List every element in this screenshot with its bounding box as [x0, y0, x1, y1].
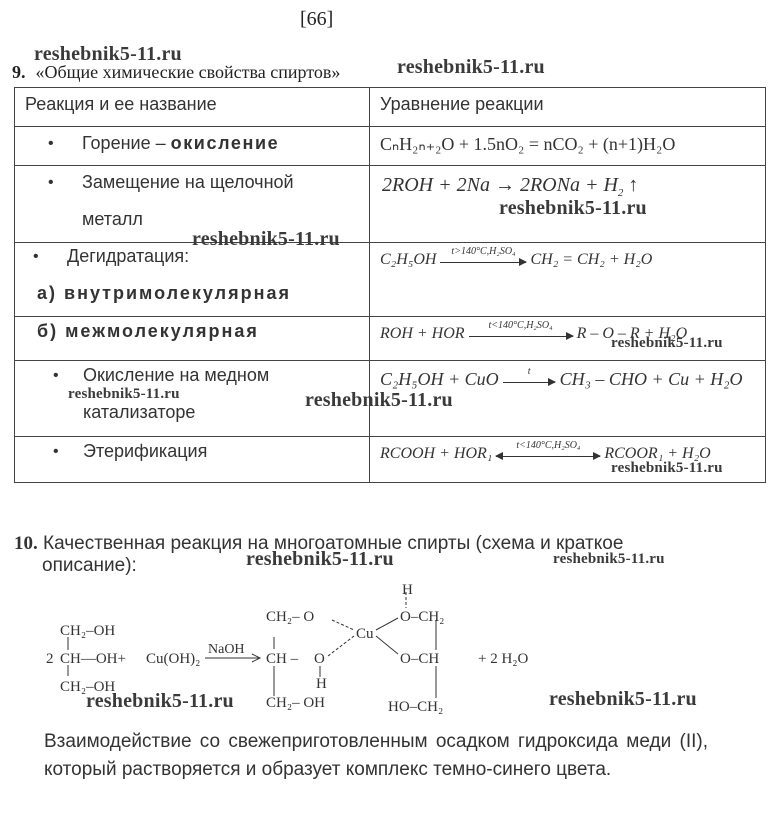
- eq-left: ROH + HOR: [380, 325, 465, 342]
- bullet: •: [53, 367, 59, 384]
- section-10-number: 10.: [14, 533, 38, 554]
- dehydration-sub-a: а) внутримолекулярная: [37, 283, 291, 303]
- table-row-substitution: [15, 166, 766, 243]
- eq-left: C₂H₅OH + CuO: [380, 369, 499, 389]
- dehydration-label: Дегидратация:: [67, 246, 190, 266]
- intermolecular-label: б) межмолекулярная: [37, 321, 259, 341]
- substitution-label-2: металл: [82, 209, 143, 229]
- section-9-number: 9.: [12, 62, 26, 82]
- eq-right: 2RONa + H: [519, 174, 618, 196]
- watermark: reshebnik5-11.ru: [611, 335, 723, 351]
- oxidation-label-2: катализаторе: [83, 402, 196, 422]
- watermark: reshebnik5-11.ru: [68, 386, 180, 402]
- scheme-p-ch2o: CH₂– O: [266, 609, 315, 625]
- section-10-line1: Качественная реакция на многоатомные спирты (схема и краткое: [43, 533, 624, 554]
- reaction-arrow: [469, 319, 573, 337]
- bullet: •: [48, 174, 54, 191]
- arrow-condition: t<140°C,H₂SO₄: [488, 319, 553, 331]
- substitution-equation: [382, 174, 638, 199]
- oxidation-label-1: Окисление на медном: [83, 365, 270, 385]
- scheme-r-och: O–CH: [400, 651, 440, 667]
- eq-up-arrow: ↑: [628, 174, 639, 196]
- reaction-description: Взаимодействие со свежеприготовленным осадком гидроксида меди (II), который растворяется и образует комплекс темно-синего цвета.: [44, 731, 708, 780]
- eq-left: 2ROH + 2Na: [382, 174, 490, 196]
- oxidation-equation: [380, 366, 743, 390]
- combustion-equation: CₙH₂ₙ₊₂O + 1.5nO₂ = nCO₂ + (n+1)H₂O: [380, 134, 676, 154]
- reactions-table: [14, 87, 766, 483]
- scheme-coef: 2: [46, 651, 54, 667]
- scheme-condition: NaOH: [208, 642, 245, 657]
- watermark: reshebnik5-11.ru: [549, 688, 697, 710]
- scheme-p-ch: CH –: [266, 651, 299, 667]
- eq-sub: 2: [617, 187, 624, 199]
- bullet: •: [48, 135, 54, 152]
- eq-right: CH₂ = CH₂ + H₂O: [530, 251, 653, 268]
- bullet: •: [33, 248, 39, 265]
- table-header-row: [15, 88, 766, 127]
- header-reaction: Реакция и ее название: [25, 94, 217, 114]
- watermark: reshebnik5-11.ru: [499, 197, 647, 219]
- watermark: reshebnik5-11.ru: [86, 690, 234, 712]
- reaction-arrow: [503, 366, 555, 383]
- watermark: reshebnik5-11.ru: [34, 43, 182, 65]
- watermark: reshebnik5-11.ru: [611, 460, 723, 476]
- scheme-water: + 2 H₂O: [478, 651, 529, 667]
- bullet: •: [53, 443, 59, 460]
- dehydration-equation: [380, 245, 653, 269]
- scheme-p-h: H: [316, 676, 327, 692]
- arrow-condition: t>140°C,H₂SO₄: [451, 245, 516, 257]
- scheme-r-och2: O–CH₂: [400, 609, 445, 625]
- watermark: reshebnik5-11.ru: [397, 56, 545, 78]
- eq-left: RCOOH + HOR₁: [380, 445, 493, 462]
- watermark: reshebnik5-11.ru: [305, 389, 453, 411]
- eq-right: R – O – R + H₂O: [576, 325, 688, 342]
- substitution-label-1: Замещение на щелочной: [82, 172, 294, 192]
- watermark: reshebnik5-11.ru: [553, 551, 665, 567]
- reversible-arrow: [496, 439, 600, 457]
- watermark: reshebnik5-11.ru: [246, 548, 394, 570]
- scheme-p-o: O: [314, 651, 325, 667]
- arrow-condition: t<140°C,H₂SO₄: [516, 439, 581, 451]
- arrow-condition: t: [527, 366, 531, 378]
- reaction-arrow: [440, 245, 526, 263]
- section-9-text: «Общие химические свойства спиртов»: [35, 62, 341, 82]
- section-10-line2: описание):: [42, 555, 137, 576]
- scheme-choh: CH—OH+: [60, 651, 126, 667]
- scheme-r-hoch2: HO–CH₂: [388, 699, 444, 715]
- eq-arrow: →: [494, 174, 515, 196]
- eq-right: CH₃ – CHO + Cu + H₂O: [559, 369, 743, 389]
- scheme-r-h: H: [402, 582, 413, 598]
- eq-left: C₂H₅OH: [380, 251, 437, 268]
- combustion-emph: окисление: [170, 133, 280, 153]
- scheme-ch2oh-bot: CH₂–OH: [60, 679, 116, 695]
- scheme-reagent: Cu(OH)₂: [146, 651, 201, 667]
- eq-right: RCOOR₁ + H₂O: [604, 445, 711, 462]
- page-number: [66]: [300, 8, 334, 30]
- scheme-ch2oh-top: CH₂–OH: [60, 623, 116, 639]
- table-row-combustion: [15, 127, 766, 166]
- watermark: reshebnik5-11.ru: [192, 228, 340, 250]
- esterification-label: Этерификация: [83, 441, 208, 461]
- header-equation: Уравнение реакции: [380, 94, 544, 114]
- combustion-label: Горение –: [82, 133, 171, 153]
- table-row-dehydration: [15, 243, 766, 317]
- scheme-cu: Cu: [356, 626, 374, 642]
- scheme-p-ch2oh: CH₂– OH: [266, 695, 325, 711]
